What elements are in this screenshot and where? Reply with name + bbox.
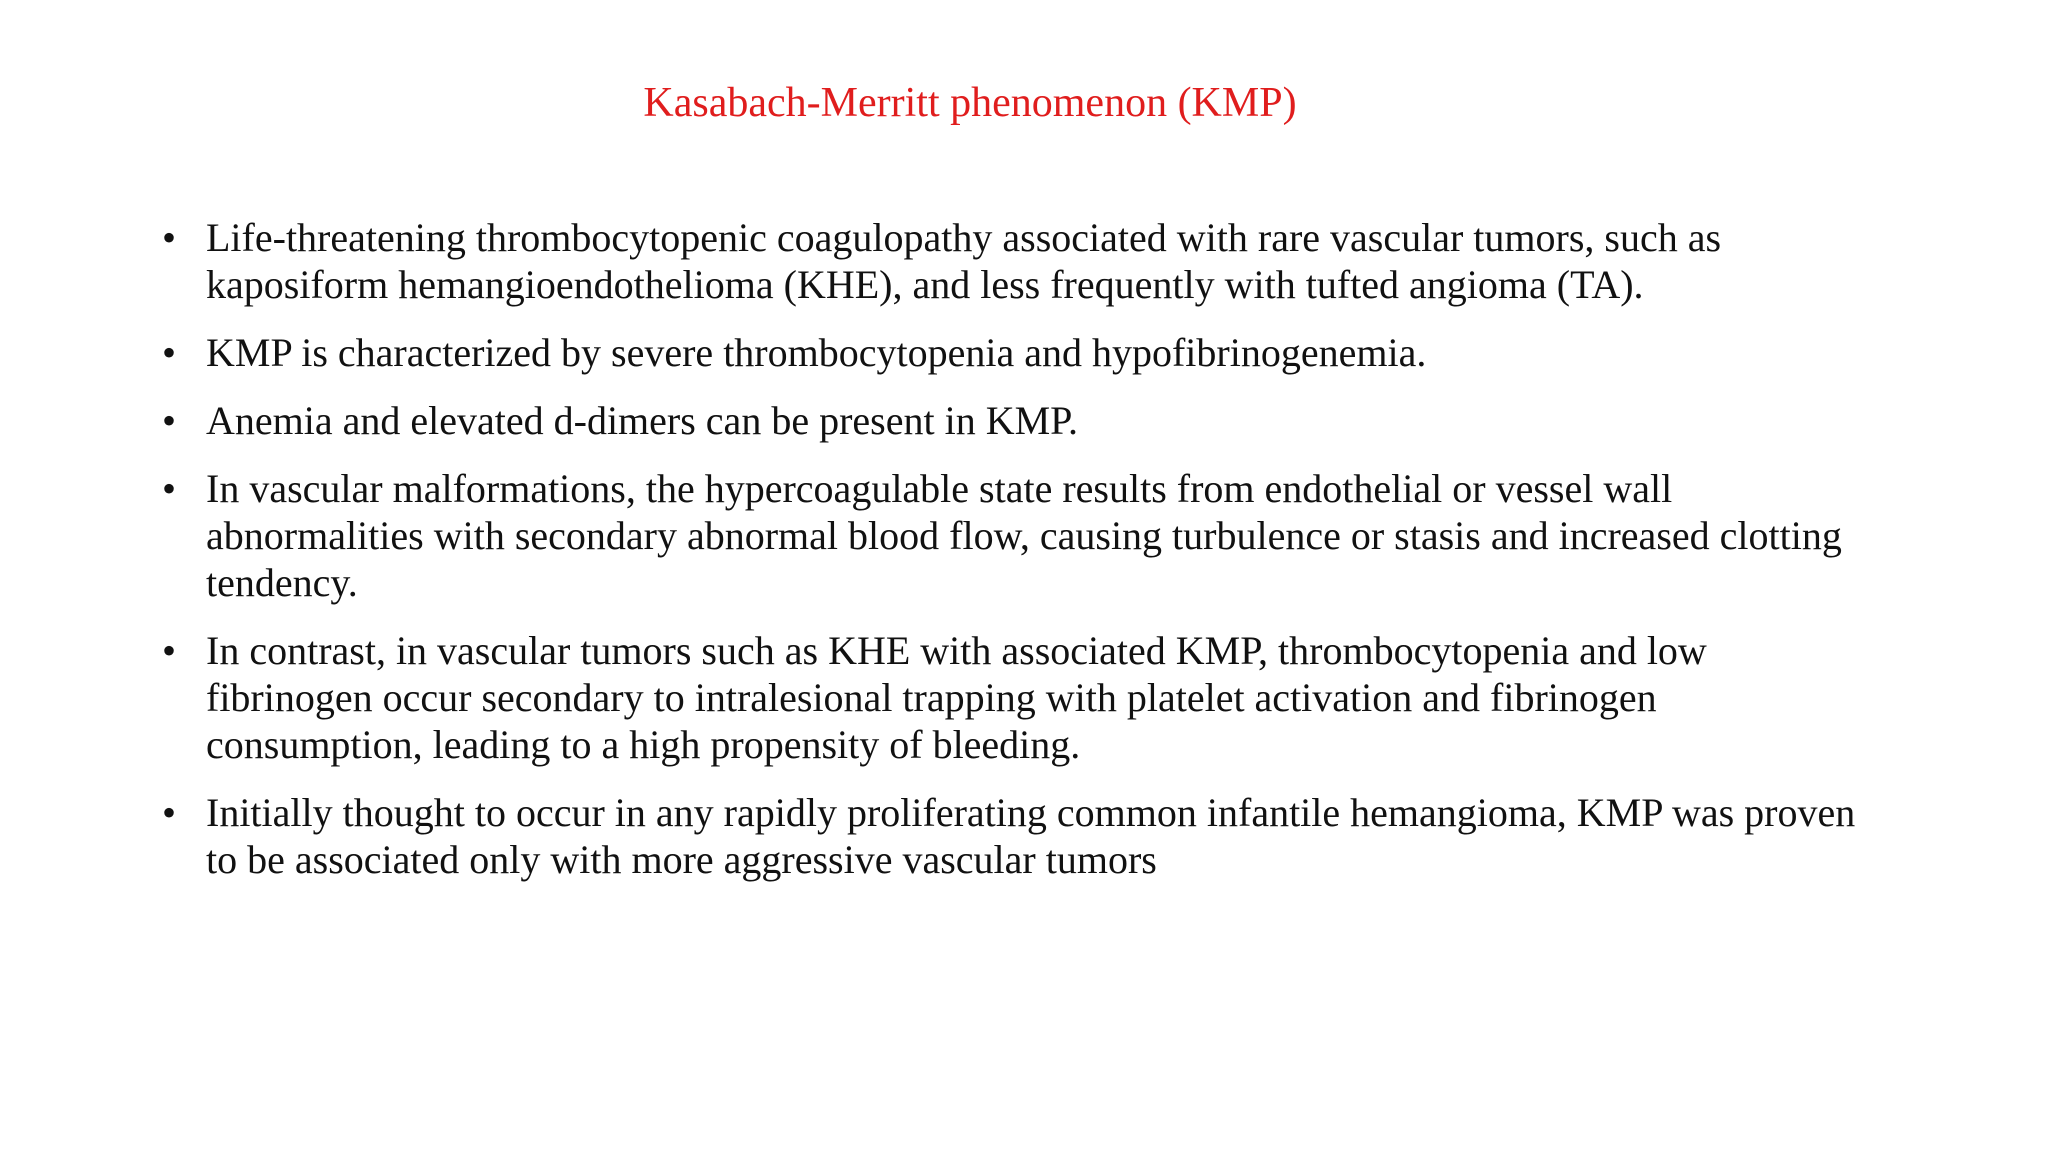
bullet-icon: • (162, 330, 177, 375)
bullet-text: Initially thought to occur in any rapidly proliferating common infantile hemangioma, KMP was proven to be associated only with more aggressive vascular tumors (206, 790, 1856, 882)
list-item (162, 465, 1862, 606)
list-item (162, 214, 1862, 308)
bullet-icon: • (162, 215, 177, 260)
bullet-list (162, 214, 1862, 904)
bullet-text: In contrast, in vascular tumors such as KHE with associated KMP, thrombocytopenia and low fibrinogen occur secondary to intralesional trapping with platelet activation and fibrinogen consumption, leading to a high propensity of bleeding. (206, 628, 1707, 767)
bullet-icon: • (162, 628, 177, 673)
bullet-text: KMP is characterized by severe thrombocytopenia and hypofibrinogenemia. (206, 330, 1427, 375)
list-item (162, 627, 1862, 768)
bullet-text: Anemia and elevated d-dimers can be present in KMP. (206, 398, 1078, 443)
bullet-icon: • (162, 398, 177, 443)
slide-title: Kasabach-Merritt phenomenon (KMP) (643, 80, 1297, 126)
list-item (162, 789, 1862, 883)
bullet-icon: • (162, 790, 177, 835)
list-item (162, 397, 1862, 444)
bullet-text: Life-threatening thrombocytopenic coagulopathy associated with rare vascular tumors, such as kaposiform hemangioendothelioma (KHE), and less frequently with tufted angioma (TA). (206, 215, 1722, 307)
bullet-text: In vascular malformations, the hypercoagulable state results from endothelial or vessel wall abnormalities with secondary abnormal blood flow, causing turbulence or stasis and increased clotting tendency. (206, 466, 1842, 605)
bullet-icon: • (162, 466, 177, 511)
list-item (162, 329, 1862, 376)
